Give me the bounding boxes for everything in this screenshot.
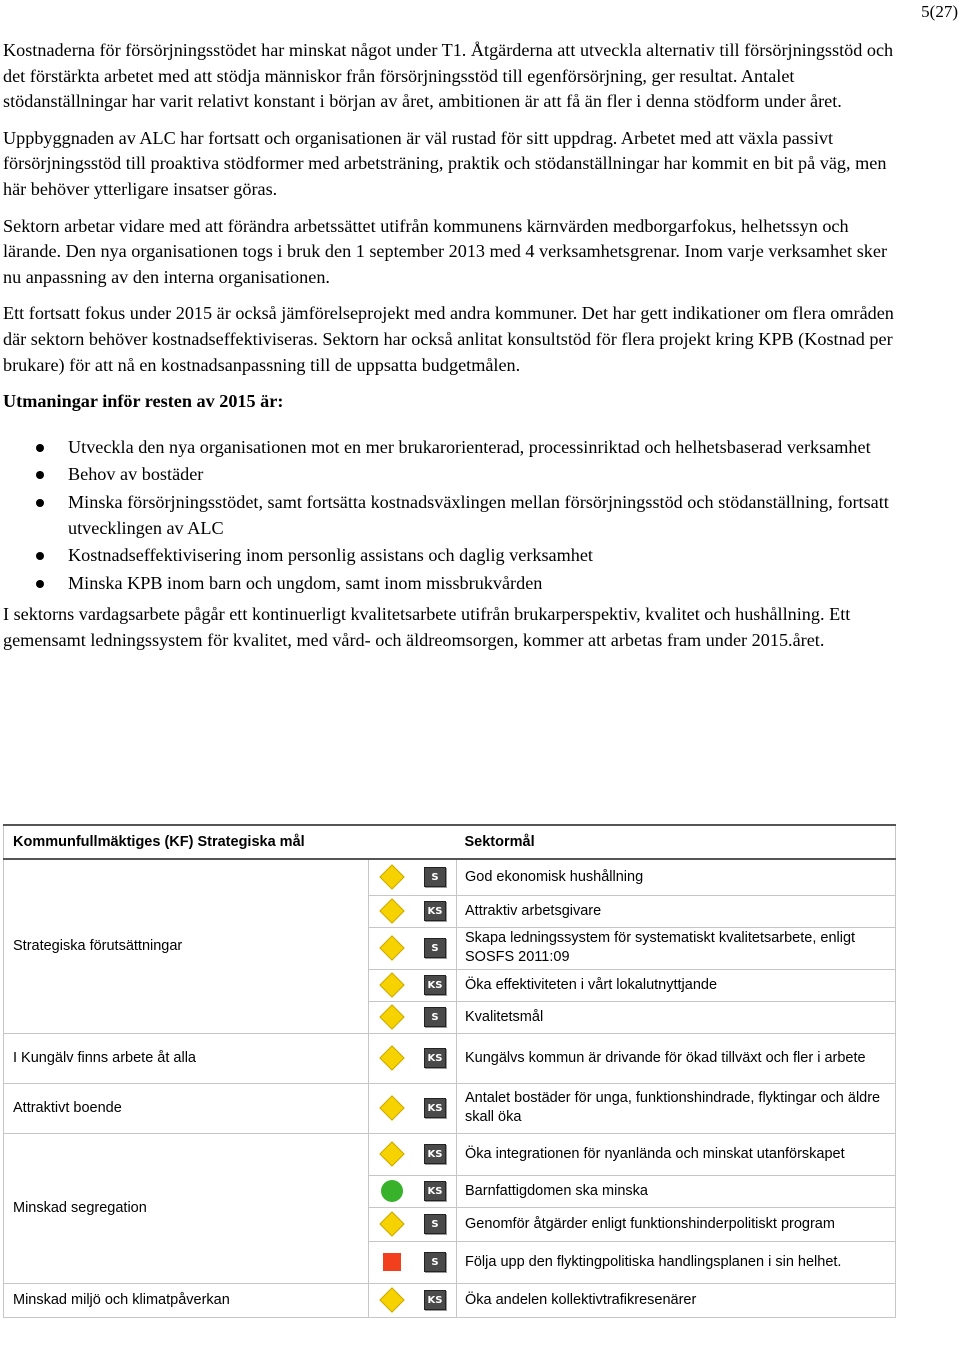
green-circle-icon	[380, 1179, 404, 1203]
list-item: Behov av bostäder	[3, 462, 903, 488]
sector-goal-cell: Öka effektiviteten i vårt lokalutnyttjande	[457, 969, 896, 1001]
yellow-diamond-icon	[380, 1046, 404, 1070]
strategic-goals-table	[3, 824, 896, 1318]
responsible-badge-icon: KS	[424, 1144, 446, 1164]
sector-goal-cell: Skapa ledningssystem för systematiskt kvalitetsarbete, enligt SOSFS 2011:09	[457, 927, 896, 969]
yellow-diamond-icon	[380, 899, 404, 923]
responsible-badge-icon: KS	[424, 1048, 446, 1068]
yellow-diamond-icon	[380, 936, 404, 960]
sector-goal-cell: Följa upp den flyktingpolitiska handlingsplanen i sin helhet.	[457, 1241, 896, 1283]
yellow-diamond-icon	[380, 1005, 404, 1029]
responsible-badge-icon: KS	[424, 1181, 446, 1201]
responsible-badge-icon: S	[424, 1252, 446, 1272]
sector-goal-cell: Attraktiv arbetsgivare	[457, 895, 896, 927]
paragraph: Ett fortsatt fokus under 2015 är också jämförelseprojekt med andra kommuner. Det har gett indikationer om flera områden där sektorn behöver kostnadseffektiviseras. Sektorn har också anlitat konsultstöd för flera projekt kring KPB (Kostnad per brukare) för att nå en kostnadsanpassning till de uppsatta budgetmålen.	[3, 303, 894, 375]
kf-goal-cell: I Kungälv finns arbete åt alla	[4, 1033, 369, 1083]
sector-goal-cell: Barnfattigdomen ska minska	[457, 1175, 896, 1207]
status-cell	[369, 927, 457, 969]
header-sector-goals: Sektormål	[369, 825, 896, 859]
list-item: Minska försörjningsstödet, samt fortsätta kostnadsväxlingen mellan försörjningsstöd och stödanställning, fortsatt utvecklingen av ALC	[3, 490, 903, 541]
table-row	[4, 1033, 896, 1083]
yellow-diamond-icon	[380, 1142, 404, 1166]
status-cell	[369, 895, 457, 927]
list-item: Kostnadseffektivisering inom personlig assistans och daglig verksamhet	[3, 543, 903, 569]
red-square-icon	[380, 1250, 404, 1274]
table-row	[4, 859, 896, 895]
page-number: 5(27)	[921, 2, 958, 21]
responsible-badge-icon: S	[424, 1007, 446, 1027]
table-row	[4, 1083, 896, 1133]
sector-goal-cell: Öka andelen kollektivtrafikresenärer	[457, 1283, 896, 1317]
kf-goal-cell: Minskad miljö och klimatpåverkan	[4, 1283, 369, 1317]
responsible-badge-icon: KS	[424, 1098, 446, 1118]
sector-goal-cell: God ekonomisk hushållning	[457, 859, 896, 895]
yellow-diamond-icon	[380, 973, 404, 997]
yellow-diamond-icon	[380, 865, 404, 889]
status-cell	[369, 1283, 457, 1317]
yellow-diamond-icon	[380, 1096, 404, 1120]
document-body	[3, 38, 903, 664]
responsible-badge-icon: S	[424, 938, 446, 958]
kf-goal-cell: Attraktivt boende	[4, 1083, 369, 1133]
status-cell	[369, 1001, 457, 1033]
paragraph: Sektorn arbetar vidare med att förändra arbetssättet utifrån kommunens kärnvärden medborgarfokus, helhetssyn och lärande. Den nya organisationen togs i bruk den 1 september 2013 med 4 verksamhetsgrenar. Inom varje verksamhet sker nu anpassning av den interna organisationen.	[3, 215, 888, 287]
section-heading: Utmaningar inför resten av 2015 är:	[3, 391, 284, 412]
sector-goal-cell: Genomför åtgärder enligt funktionshinderpolitiskt program	[457, 1207, 896, 1241]
list-item: Minska KPB inom barn och ungdom, samt inom missbrukvården	[3, 571, 903, 597]
list-item: Utveckla den nya organisationen mot en mer brukarorienterad, processinriktad och helhetsbaserad verksamhet	[3, 435, 903, 461]
yellow-diamond-icon	[380, 1288, 404, 1312]
table-header-row	[4, 825, 896, 859]
status-cell	[369, 1083, 457, 1133]
kf-goal-cell: Strategiska förutsättningar	[4, 859, 369, 1033]
table-row	[4, 1283, 896, 1317]
status-cell	[369, 1033, 457, 1083]
sector-goal-cell: Kungälvs kommun är drivande för ökad tillväxt och fler i arbete	[457, 1033, 896, 1083]
responsible-badge-icon: S	[424, 1214, 446, 1234]
sector-goal-cell: Kvalitetsmål	[457, 1001, 896, 1033]
paragraph: Uppbyggnaden av ALC har fortsatt och organisationen är väl rustad för sitt uppdrag. Arbetet med att växla passivt försörjningsstöd till proaktiva stödformer med arbetsträning, praktik och stödanställningar har kommit en bit på väg, men här behöver ytterligare insatser göras.	[3, 127, 887, 199]
status-cell	[369, 969, 457, 1001]
kf-goal-cell: Minskad segregation	[4, 1133, 369, 1283]
header-kf-goals: Kommunfullmäktiges (KF) Strategiska mål	[4, 825, 369, 859]
sector-goal-cell: Öka integrationen för nyanlända och minskat utanförskapet	[457, 1133, 896, 1175]
responsible-badge-icon: S	[424, 867, 446, 887]
paragraph: Kostnaderna för försörjningsstödet har minskat något under T1. Åtgärderna att utveckla alternativ till försörjningsstöd och det förstärkta arbetet med att stödja människor från försörjningsstöd till egenförsörjning, ger resultat. Antalet stödanställningar har varit relativt konstant i början av året, ambitionen är att få än fler i denna stödform under året.	[3, 40, 894, 112]
sector-goal-cell: Antalet bostäder för unga, funktionshindrade, flyktingar och äldre skall öka	[457, 1083, 896, 1133]
status-cell	[369, 1175, 457, 1207]
status-cell	[369, 859, 457, 895]
bullet-list	[3, 435, 903, 597]
status-cell	[369, 1133, 457, 1175]
responsible-badge-icon: KS	[424, 1290, 446, 1310]
yellow-diamond-icon	[380, 1212, 404, 1236]
status-cell	[369, 1241, 457, 1283]
table-row	[4, 1133, 896, 1175]
responsible-badge-icon: KS	[424, 901, 446, 921]
responsible-badge-icon: KS	[424, 975, 446, 995]
status-cell	[369, 1207, 457, 1241]
closing-paragraph: I sektorns vardagsarbete pågår ett kontinuerligt kvalitetsarbete utifrån brukarperspektiv, kvalitet och hushållning. Ett gemensamt ledningssystem för kvalitet, med vård- och äldreomsorgen, kommer att arbetas fram under 2015.året.	[3, 604, 851, 650]
